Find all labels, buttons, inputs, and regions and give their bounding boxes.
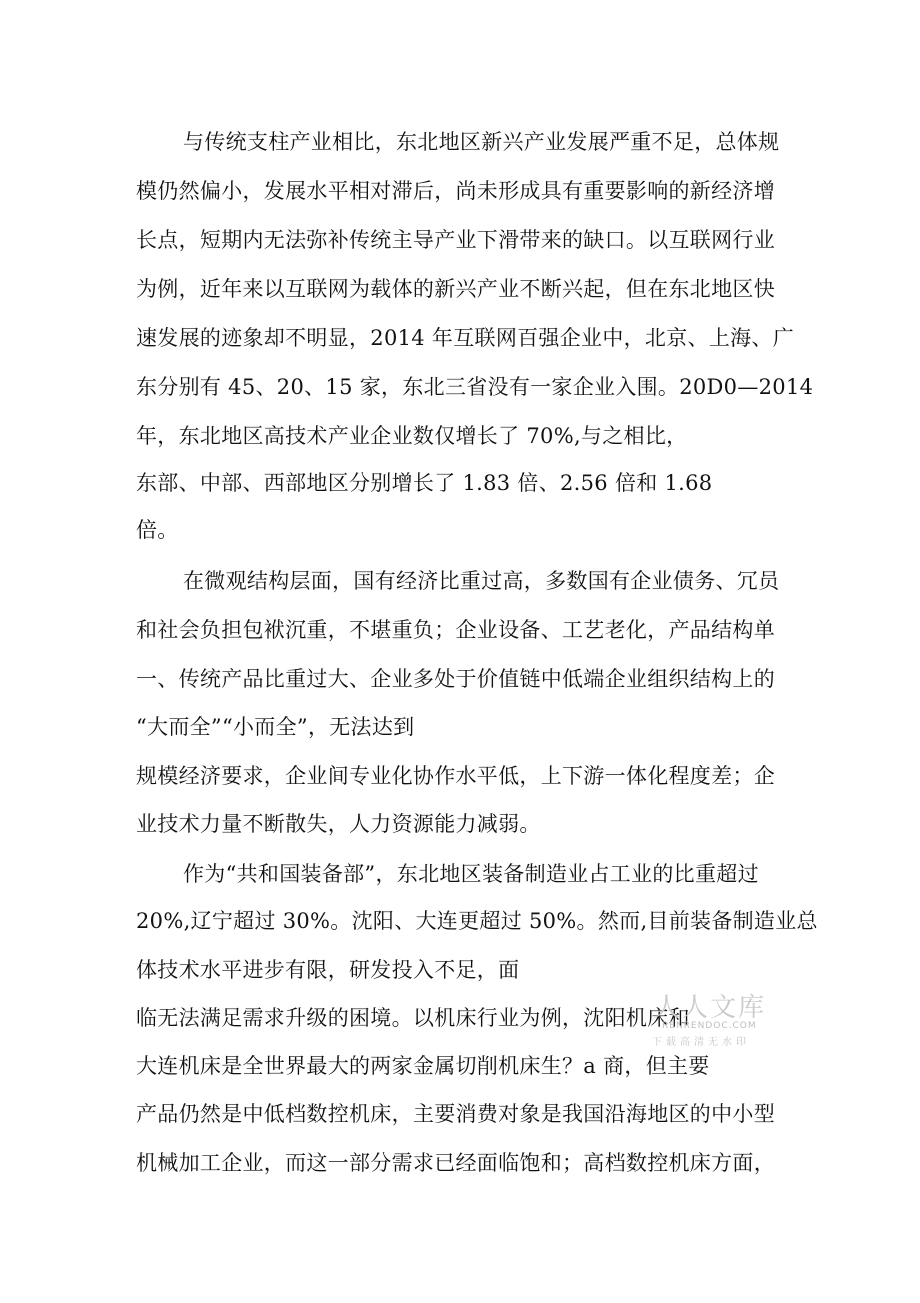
paragraph-3-line-6: 产品仍然是中低档数控机床，主要消费对象是我国沿海地区的中小型 — [136, 1102, 775, 1126]
paragraph-3-line-2: 20%,辽宁超过 30%。沈阳、大连更超过 50%。然而,目前装备制造业总 — [136, 909, 818, 933]
paragraph-2-line-5: 规模经济要求，企业间专业化协作水平低，上下游一体化程度差；企 — [136, 764, 775, 788]
paragraph-1-line-9: 倍。 — [136, 518, 179, 542]
paragraph-1-line-8: 东部、中部、西部地区分别增长了 1.83 倍、2.56 倍和 1.68 — [136, 471, 713, 495]
paragraph-2-line-4: “大而全”“小而全”，无法达到 — [136, 715, 415, 739]
paragraph-3-line-1: 作为“共和国装备部”，东北地区装备制造业占工业的比重超过 — [183, 862, 759, 886]
paragraph-1-line-3: 长点，短期内无法弥补传统主导产业下滑带来的缺口。以互联网行业 — [136, 228, 775, 252]
watermark-logo — [646, 987, 776, 1047]
paragraph-3-line-5: 大连机床是全世界最大的两家金属切削机床生？a 商，但主要 — [136, 1054, 710, 1078]
watermark-title: 人人文库 — [654, 993, 767, 1023]
paragraph-1-line-7: 年，东北地区高技术产业企业数仅增长了 70%,与之相比， — [136, 424, 688, 448]
paragraph-1-line-6: 东分别有 45、20、15 家，东北三省没有一家企业入围。20D0—2014 — [136, 375, 814, 399]
paragraph-2-line-1: 在微观结构层面，国有经济比重过高，多数国有企业债务、冗员 — [183, 569, 780, 593]
paragraph-2-line-6: 业技术力量不断散失，人力资源能力减弱。 — [136, 812, 541, 836]
paragraph-3-line-3: 体技术水平进步有限，研发投入不足，面 — [136, 958, 520, 982]
watermark-tagline: 下载高清无水印 — [652, 1037, 750, 1048]
watermark-subtitle: RENRENDOC.COM — [662, 1021, 757, 1031]
paragraph-1-line-2: 模仍然偏小，发展水平相对滞后，尚未形成具有重要影响的新经济增 — [136, 179, 775, 203]
paragraph-3-line-7: 机械加工企业，而这一部分需求已经面临饱和；高档数控机床方面， — [136, 1151, 775, 1175]
paragraph-1-line-5: 速发展的迹象却不明显，2014 年互联网百强企业中，北京、上海、广 — [136, 326, 795, 350]
paragraph-1-line-1: 与传统支柱产业相比，东北地区新兴产业发展严重不足，总体规 — [183, 130, 780, 154]
paragraph-1-line-4: 为例，近年来以互联网为载体的新兴产业不断兴起，但在东北地区快 — [136, 277, 775, 301]
paragraph-2-line-2: 和社会负担包袱沉重，不堪重负；企业设备、工艺老化，产品结构单 — [136, 618, 775, 642]
paragraph-2-line-3: 一、传统产品比重过大、企业多处于价值链中低端企业组织结构上的 — [136, 667, 775, 691]
paragraph-3-line-4: 临无法满足需求升级的困境。以机床行业为例，沈阳机床和 — [136, 1006, 690, 1030]
